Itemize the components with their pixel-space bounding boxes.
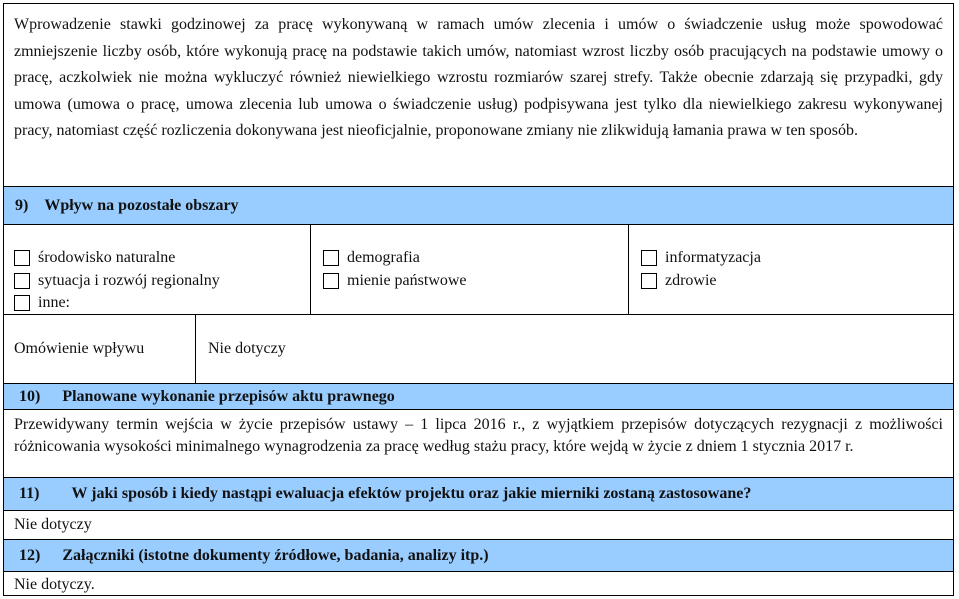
option-label: inne: [38,294,70,312]
section-12-title: Załączniki (istotne dokumenty źródłowe, badania, analizy itp.) [62,546,489,564]
section-11-header [4,478,953,511]
section-11-body: Nie dotyczy [4,511,953,540]
option-label: demografia [347,249,420,267]
checkbox[interactable] [641,273,657,289]
option-label: zdrowie [665,271,717,289]
impact-discussion-value: Nie dotyczy [208,340,286,357]
option-informatyzacja[interactable] [641,247,953,270]
option-inne[interactable] [14,292,310,315]
option-mienie-panstwowe[interactable] [323,270,628,293]
impact-column-2 [311,225,629,314]
option-label: środowisko naturalne [38,249,176,267]
impact-column-1 [4,225,311,314]
impact-column-3 [629,225,953,314]
section-11-title: W jaki sposób i kiedy nastąpi ewaluacja efektów projektu oraz jakie mierniki zostaną zastosowane? [71,485,752,502]
option-label: informatyzacja [665,249,761,267]
section-9-number: 9) [15,196,29,214]
checkbox[interactable] [323,273,339,289]
section-11-number: 11) [19,485,40,502]
section-12-body: Nie dotyczy. [14,575,95,593]
option-srodowisko[interactable] [14,247,310,270]
impact-areas [4,225,953,315]
option-sytuacja-regionalna[interactable] [14,270,310,293]
option-label: sytuacja i rozwój regionalny [38,271,220,289]
checkbox[interactable] [14,295,30,311]
section-10-body: Przewidywany termin wejścia w życie przepisów ustawy – 1 lipca 2016 r., z wyjątkiem przepisów dotyczących rezygnacji z możliwości różnicowania wysokości minimalnego wynagrodzenia za pracę według stażu pracy, które wejdą w życie z dniem 1 stycznia 2017 r. [4,410,953,478]
option-zdrowie[interactable] [641,270,953,293]
section-9-header [4,187,953,225]
checkbox[interactable] [323,250,339,266]
checkbox[interactable] [641,250,657,266]
intro-paragraph: Wprowadzenie stawki godzinowej za pracę wykonywaną w ramach umów zlecenia i umów o świadczenie usług może spowodować zmniejszenie liczby osób, które wykonują pracę na podstawie takich umów, natomiast wzrost liczby osób pracujących na podstawie umowy o pracę, aczkolwiek nie można wykluczyć również niewielkiego wzrostu rozmiarów szarej strefy. Także obecnie zdarzają się przypadki, gdy umowa (umowa o pracę, umowa zlecenia lub umowa o świadczenie usług) podpisywana jest tylko dla niewielkiego zakresu wykonywanej pracy, natomiast część rozliczenia dokonywana jest nieoficjalnie, proponowane zmiany nie zlikwidują łamania prawa w ten sposób. [4,4,953,187]
section-10-title: Planowane wykonanie przepisów aktu prawnego [62,387,395,405]
section-10-header [4,384,953,410]
checkbox[interactable] [14,250,30,266]
section-12-number: 12) [19,546,41,564]
document-form [3,3,954,596]
section-12-header [4,540,953,572]
section-9-title: Wpływ na pozostałe obszary [44,196,239,214]
impact-discussion-row [4,315,953,384]
option-label: mienie państwowe [347,271,467,289]
section-10-number: 10) [19,387,41,405]
option-demografia[interactable] [323,247,628,270]
impact-discussion-label: Omówienie wpływu [4,315,196,383]
checkbox[interactable] [14,273,30,289]
